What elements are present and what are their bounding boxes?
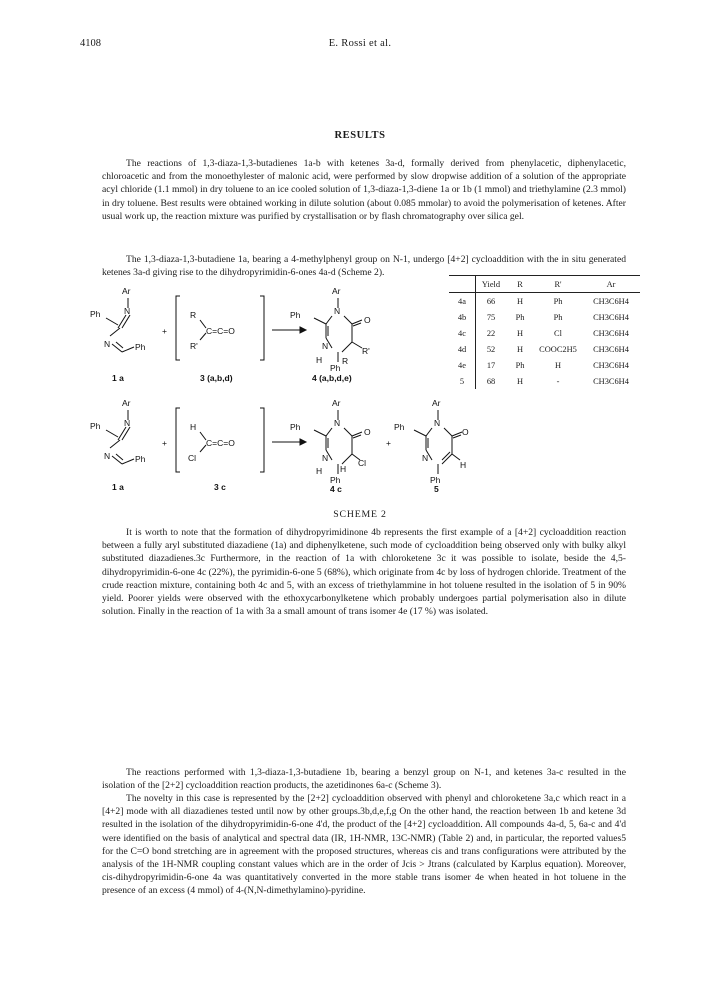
o-label: O — [364, 427, 371, 437]
plus-sign: + — [162, 438, 167, 448]
table-cell: Ph — [553, 312, 563, 322]
paragraph-reactions-1b: The reactions performed with 1,3-diaza-1,3-butadiene 1b, bearing a benzyl group on N-1, and ketenes 3a-c resulted in the isolation of the [2+2] cycloaddition reaction products, the azetidinones 6a-c (Scheme 3). — [102, 767, 626, 792]
n-label: N — [322, 341, 329, 351]
table-cell: 4b — [449, 309, 476, 325]
ph-label: Ph — [430, 475, 441, 485]
table-row — [449, 309, 640, 325]
h-label: H — [316, 355, 323, 365]
h-label: H — [340, 464, 347, 474]
yield-table — [449, 275, 640, 389]
o-label: O — [462, 427, 469, 437]
table-cell: 17 — [486, 360, 496, 370]
table-row — [449, 293, 640, 310]
table-cell: 75 — [486, 312, 496, 322]
table-cell: Ph — [515, 312, 525, 322]
ph-label: Ph — [90, 421, 101, 431]
table-cell: 4c — [449, 325, 476, 341]
ph-label: Ph — [290, 422, 301, 432]
page-number: 4108 — [80, 38, 101, 49]
o-label: O — [364, 315, 371, 325]
table-cell: Ph — [515, 360, 525, 370]
ph-label: Ph — [90, 309, 101, 319]
ar-label: Ar — [432, 398, 441, 408]
n-label: N — [422, 453, 429, 463]
paragraph-reaction-conditions: The reactions of 1,3-diaza-1,3-butadienes 1a-b with ketenes 3a-d, formally derived from phenylacetic, diphenylacetic, chloroacetic and from the monoethylester of malonic acid, were performed by slow dropwise addition of a solution of the appropriate acyl chloride (1.1 mmol) in dry toluene to an ice cooled solution of 1,3-diaza-1,3-diene 1a or 1b (1 mmol) and triethylamine (2.3 mmol) in dry toluene. Best results were obtained working in dilute solution (about 0.085 mmolar) to avoid the polymerisation of ketenes. After usual work up, the reaction mixture was purified by crystallisation or by flash chromatography over silica gel. — [102, 158, 626, 222]
n-label: N — [334, 418, 341, 428]
table-cell: 5 — [449, 373, 476, 389]
table-cell: 22 — [486, 328, 496, 338]
table-cell: H — [516, 328, 524, 338]
table-cell: COOC2H5 — [539, 344, 577, 354]
table-cell: 4e — [449, 357, 476, 373]
table-cell: 52 — [486, 344, 496, 354]
header-cell: Yield — [476, 276, 507, 293]
compound-label-1a: 1 a — [112, 373, 124, 383]
n-label: N — [124, 418, 131, 428]
table-row — [449, 325, 640, 341]
ph-label: Ph — [394, 422, 405, 432]
table-cell: H — [516, 296, 524, 306]
reaction-arrow — [272, 327, 306, 333]
paragraph-novelty: The novelty in this case is represented by the [2+2] cycloaddition observed with phenyl and chloroketene 3a,c which react in a [4+2] mode with all diazadienes tested until now by other groups.3b,d,e,f,g On the other hand, the reaction between 1b and ketene 3d resulted in the isolation of the dihydropyrimidin-6-one 4'd, the product of the [4+2] cycloaddition. All compounds 4a-d, 5, 6a-c and 4'd were identified on the basis of analytical and spectral data (IR, 1H-NMR, 13C-NMR) (Table 2) and, in particular, the reported values5 for the C=O bond stretching are in agreement with the proposed structures, whereas cis and trans configurations were attributed by the analysis of the 1H-NMR coupling constant values which are in the order of Jcis > Jtrans (calculated by Karplus equation). Moreover, cis-dihydropyrimidin-6-one 4a was quantitatively converted in the more stable trans isomer 4e when heated in hot toluene in the presence of an excess (4 mmol) of 4-(N,N-dimethylamino)-pyridine. — [102, 793, 626, 897]
table-cell: H — [516, 344, 524, 354]
table-cell: CH3C6H4 — [593, 328, 629, 338]
compound-label-4c: 4 c — [330, 484, 342, 494]
cl-label: Cl — [358, 458, 367, 468]
ketene-label: C=C=O — [206, 438, 235, 448]
ph-label: Ph — [135, 342, 146, 352]
table-cell: 66 — [486, 296, 496, 306]
table-cell: CH3C6H4 — [593, 344, 629, 354]
ar-label: Ar — [332, 398, 341, 408]
h-label: H — [460, 460, 467, 470]
h-label: H — [190, 422, 197, 432]
table-cell: 4a — [449, 293, 476, 310]
header-cell: Ar — [582, 276, 640, 293]
table-cell: CH3C6H4 — [593, 360, 629, 370]
compound-label-3c: 3 c — [214, 482, 226, 492]
n-label: N — [322, 453, 329, 463]
n-label: N — [124, 306, 131, 316]
table-cell: CH3C6H4 — [593, 376, 629, 386]
reaction-scheme — [90, 278, 470, 503]
ph-label: Ph — [330, 363, 341, 373]
paragraph-discussion-4b: It is worth to note that the formation of dihydropyrimidinone 4b represents the first example of a [4+2] cycloaddition reaction between a fully aryl substituted diazadiene (1a) and diphenylketene, such mode of cycloaddition being observed only with bulky alkyl substituted diazadienes.3c Furthermore, in the reaction of 1a with chloroketene 3c it was possible to isolate, beside the 4,5-dihydropyrimidin-6-one 4c (22%), the pyrimidin-6-one 5 (68%), which originate from 4c by loss of hydrogen chloride. Treatment of the crude reaction mixture, containing both 4c and 5, with an excess of triethylammine in hot toluene resulted in the isolation of 5 in 90% yield. Poorer yields were observed with the ethoxycarbonylketene which probably undergoes partial polymerisation also in dilute solution. Finally in the reaction of 1a with 3a a small amount of trans isomer 4e (17 %) was isolated. — [102, 527, 626, 618]
r-prime-label: R' — [362, 346, 370, 356]
compound-label-3abd: 3 (a,b,d) — [200, 373, 233, 383]
ph-label: Ph — [290, 310, 301, 320]
scheme-caption: SCHEME 2 — [333, 509, 387, 520]
table-cell: H — [516, 376, 524, 386]
n-label: N — [434, 418, 441, 428]
header-cell: R — [506, 276, 534, 293]
table-row — [449, 373, 640, 389]
table-cell: 68 — [486, 376, 496, 386]
compound-label-4abde: 4 (a,b,d,e) — [312, 373, 352, 383]
ar-label: Ar — [122, 398, 131, 408]
r-prime-label: R' — [190, 341, 198, 351]
plus-sign: + — [162, 326, 167, 336]
paragraph-cycloaddition-1a: The 1,3-diaza-1,3-butadiene 1a, bearing a 4-methylphenyl group on N-1, undergo [4+2] cycloaddition with the in situ generated ketenes 3a-d giving rise to the dihydropyrimidin-6-ones 4a-d (Scheme 2). — [102, 254, 626, 279]
table-row — [449, 341, 640, 357]
reaction-arrow — [272, 439, 306, 445]
ph-label: Ph — [330, 475, 341, 485]
ar-label: Ar — [332, 286, 341, 296]
plus-sign: + — [386, 438, 391, 448]
r-label: R — [342, 356, 349, 366]
table-cell: H — [554, 360, 562, 370]
table-cell: 4d — [449, 341, 476, 357]
running-head: E. Rossi et al. — [328, 38, 392, 49]
table-cell: Ph — [553, 296, 563, 306]
table-row — [449, 357, 640, 373]
ar-label: Ar — [122, 286, 131, 296]
header-cell: R' — [534, 276, 582, 293]
cl-label: Cl — [188, 453, 197, 463]
n-label: N — [104, 451, 111, 461]
table-cell: CH3C6H4 — [593, 296, 629, 306]
h-label: H — [316, 466, 323, 476]
r-label: R — [190, 310, 197, 320]
n-label: N — [104, 339, 111, 349]
ketene-label: C=C=O — [206, 326, 235, 336]
yield-table-header — [449, 276, 640, 293]
n-label: N — [334, 306, 341, 316]
section-title: RESULTS — [334, 130, 386, 141]
compound-label-5: 5 — [434, 484, 439, 494]
ph-label: Ph — [135, 454, 146, 464]
table-cell: - — [556, 376, 560, 386]
table-cell: Cl — [554, 328, 562, 338]
table-cell: CH3C6H4 — [593, 312, 629, 322]
compound-label-1a: 1 a — [112, 482, 124, 492]
